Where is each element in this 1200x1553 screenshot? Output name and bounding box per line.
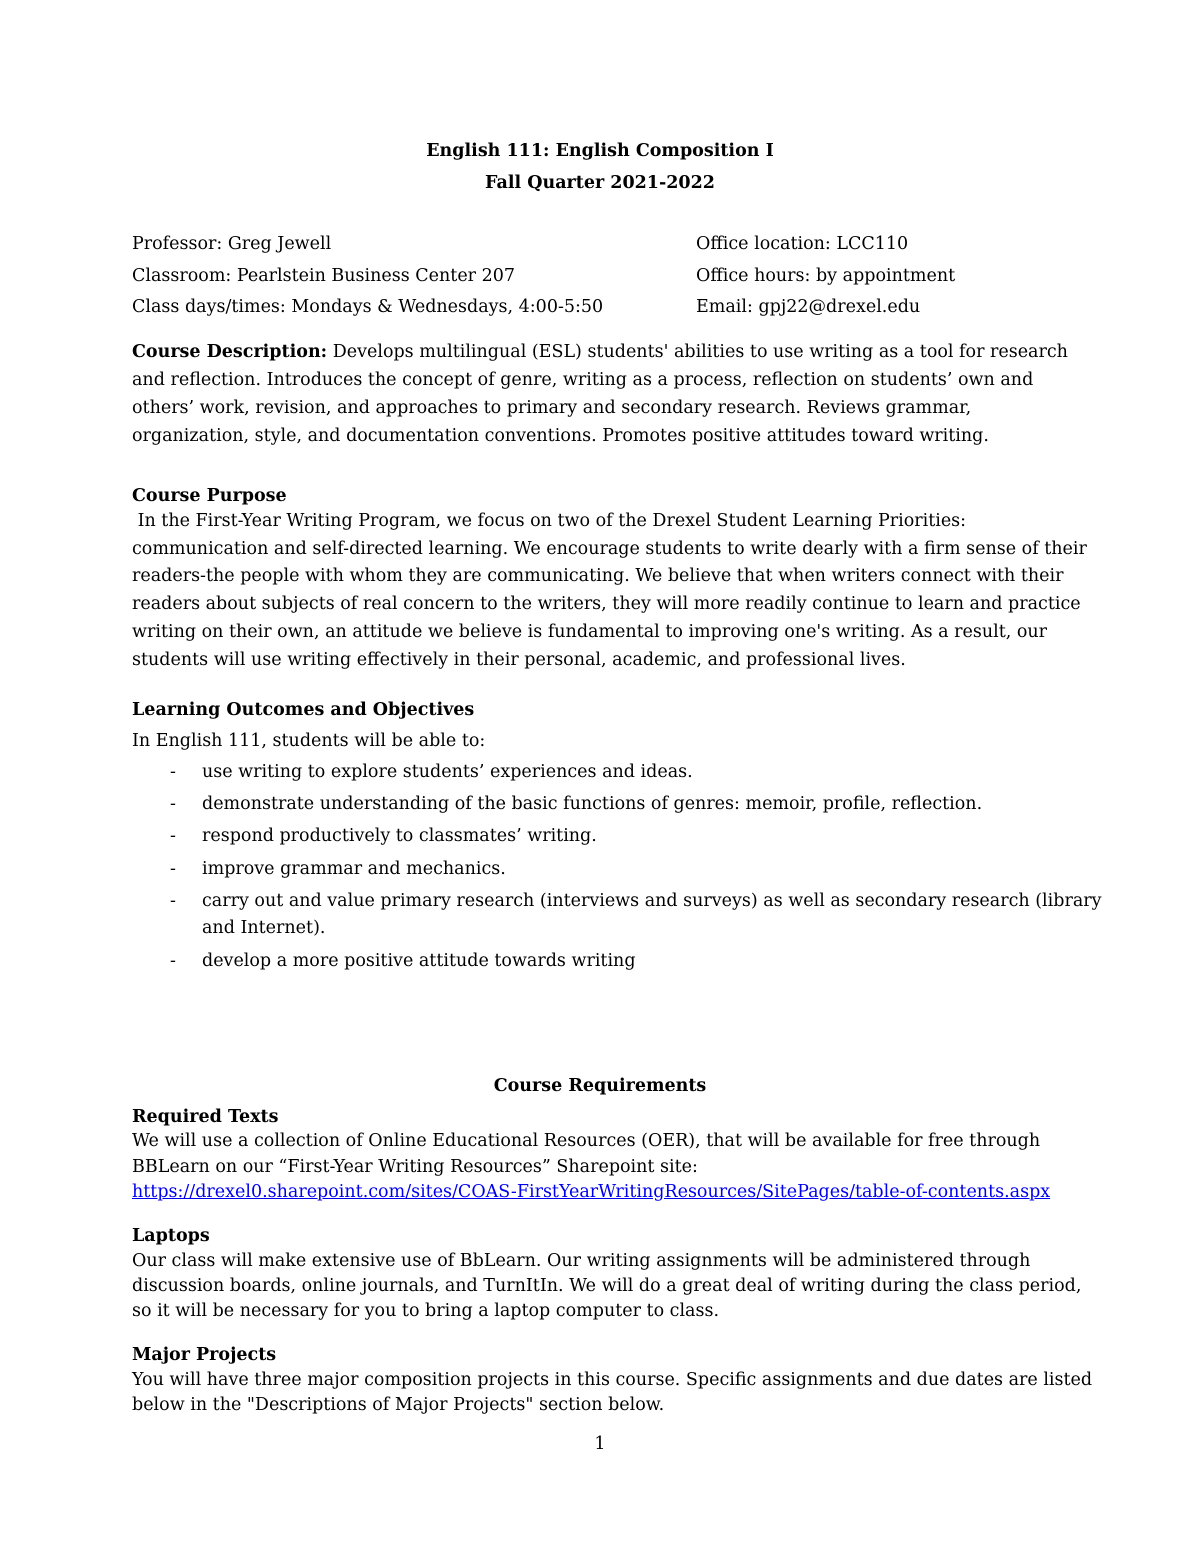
- description-label: Course Description:: [132, 342, 328, 362]
- outcome-item: carry out and value primary research (interviews and surveys) as well as secondary research (library: [202, 891, 1102, 911]
- purpose-text-line: communication and self-directed learning. We encourage students to write dearly with a firm sense of their: [132, 539, 1087, 559]
- laptops-line: discussion boards, online journals, and TurnItIn. We will do a great deal of writing during the class period,: [132, 1276, 1082, 1296]
- outcome-item: demonstrate understanding of the basic functions of genres: memoir, profile, reflection.: [202, 794, 983, 814]
- bullet-marker: -: [170, 762, 176, 782]
- major-projects-heading: Major Projects: [132, 1345, 277, 1365]
- purpose-text-line: writing on their own, an attitude we believe is fundamental to improving one's writing. As a result, our: [132, 622, 1048, 642]
- outcome-item-continuation: and Internet).: [202, 918, 326, 938]
- requirements-heading: Course Requirements: [493, 1076, 707, 1096]
- purpose-text-line: In the First-Year Writing Program, we focus on two of the Drexel Student Learning Priorities:: [132, 511, 967, 531]
- major-projects-line: You will have three major composition projects in this course. Specific assignments and due dates are listed: [132, 1370, 1093, 1390]
- outcome-item: develop a more positive attitude towards writing: [202, 951, 636, 971]
- description-text-line: Develops multilingual (ESL) students' abilities to use writing as a tool for research: [332, 342, 1068, 362]
- outcome-item: respond productively to classmates’ writing.: [202, 826, 597, 846]
- laptops-heading: Laptops: [132, 1226, 210, 1246]
- outcomes-intro: In English 111, students will be able to:: [132, 731, 486, 751]
- required-texts-line: We will use a collection of Online Educational Resources (OER), that will be available for free through: [132, 1131, 1041, 1151]
- email-line: Email: gpj22@drexel.edu: [696, 297, 921, 317]
- description-text-line: and reflection. Introduces the concept of genre, writing as a process, reflection on students’ own and: [132, 370, 1034, 390]
- bullet-marker: -: [170, 859, 176, 879]
- description-text-line: organization, style, and documentation conventions. Promotes positive attitudes toward writing.: [132, 426, 989, 446]
- required-texts-link-wrap: [132, 1182, 1050, 1202]
- laptops-line: so it will be necessary for you to bring a laptop computer to class.: [132, 1301, 720, 1321]
- bullet-marker: -: [170, 826, 176, 846]
- required-texts-heading: Required Texts: [132, 1107, 279, 1127]
- required-texts-line: BBLearn on our “First-Year Writing Resources” Sharepoint site:: [132, 1157, 698, 1177]
- major-projects-line: below in the "Descriptions of Major Projects" section below.: [132, 1395, 665, 1415]
- purpose-text-line: students will use writing effectively in their personal, academic, and professional lives.: [132, 650, 906, 670]
- description-first-line: [132, 342, 1068, 362]
- purpose-text-line: readers-the people with whom they are communicating. We believe that when writers connect with their: [132, 566, 1064, 586]
- page-title: English 111: English Composition I: [426, 141, 774, 161]
- professor-line: Professor: Greg Jewell: [132, 234, 332, 254]
- office-location-line: Office location: LCC110: [696, 234, 909, 254]
- description-text-line: others’ work, revision, and approaches to primary and secondary research. Reviews grammar,: [132, 398, 972, 418]
- classroom-line: Classroom: Pearlstein Business Center 207: [132, 266, 516, 286]
- purpose-text-line: readers about subjects of real concern to the writers, they will more readily continue to learn and practice: [132, 594, 1081, 614]
- office-hours-line: Office hours: by appointment: [696, 266, 956, 286]
- purpose-heading: Course Purpose: [132, 486, 287, 506]
- bullet-marker: -: [170, 951, 176, 971]
- page-subtitle: Fall Quarter 2021-2022: [485, 173, 715, 193]
- page-number: 1: [594, 1434, 606, 1454]
- class-times-line: Class days/times: Mondays & Wednesdays, 4:00-5:50: [132, 297, 604, 317]
- outcomes-heading: Learning Outcomes and Objectives: [132, 700, 475, 720]
- outcome-item: improve grammar and mechanics.: [202, 859, 506, 879]
- bullet-marker: -: [170, 891, 176, 911]
- sharepoint-link[interactable]: https://drexel0.sharepoint.com/sites/COAS-FirstYearWritingResources/SitePages/table-of-contents.aspx: [132, 1182, 1051, 1202]
- laptops-line: Our class will make extensive use of BbLearn. Our writing assignments will be administered through: [132, 1251, 1031, 1271]
- outcome-item: use writing to explore students’ experiences and ideas.: [202, 762, 693, 782]
- bullet-marker: -: [170, 794, 176, 814]
